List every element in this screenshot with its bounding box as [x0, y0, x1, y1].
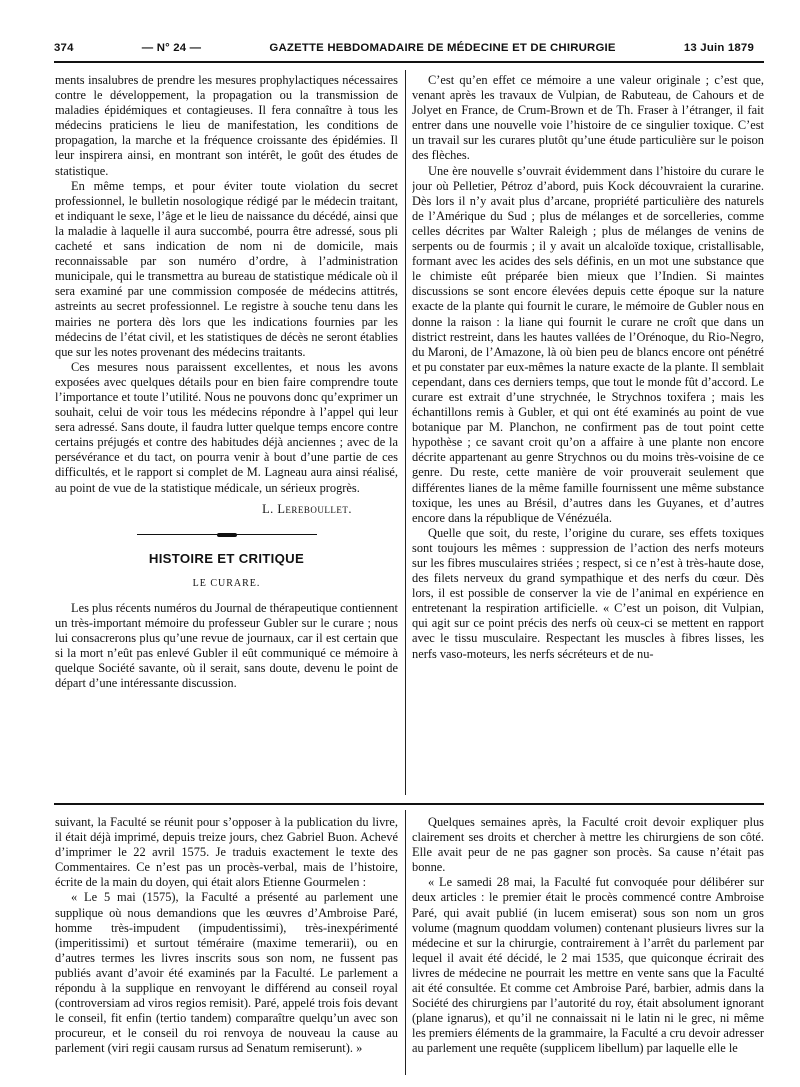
- paragraph: ments insalubres de prendre les mesures prophylactiques nécessaires contre le développement, la propagation ou la transmission de maladies épidémiques et contagieuses. Il fera connaître à tous les médecins praticiens le lieu de manifestation, les conditions de propagation, la marche et la fréquence croissante des épidémies. Il leur inspirera ainsi, en montrant son intérêt, le goût des études de statistique.: [55, 73, 398, 178]
- column-top-left: [55, 73, 398, 795]
- journal-title: GAZETTE HEBDOMADAIRE DE MÉDECINE ET DE CHIRURGIE: [269, 42, 616, 54]
- paragraph: Quelques semaines après, la Faculté croit devoir expliquer plus clairement ses droits et chercher à mettre les chirurgiens de son côté. Elle avait peur de ne pas gagner son procès. Sa cause n’était pas bonne.: [412, 815, 764, 875]
- horizontal-rule: [54, 803, 764, 805]
- column-top-right: [412, 73, 764, 795]
- paragraph: « Le samedi 28 mai, la Faculté fut convoquée pour délibérer sur deux articles : le premier était le procès commencé contre Ambroise Paré, qui avait publié (in lucem emiserat) sous son nom un gros volume (magnum quoddam volumen) contenant plusieurs livres sur la médecine et sur la chirurgie, contrairement à l’arrêt du parlement par lequel il avait été décidé, le 2 mai 1535, que quiconque écrirait des livres de médecine ne pourrait les mettre en vente sans que la Faculté ait été consultée. Et comme cet Ambroise Paré, barbier, admis dans la Société des chirurgiens par l’autorité du roy, était absolument ignorant (plane ignarus), et qu’il ne connaissait ni le latin ni le grec, ni même les premiers éléments de la grammaire, la Faculté a cru devoir adresser au parlement une requête (supplicem libellum) par laquelle elle le: [412, 875, 764, 1056]
- paragraph: C’est qu’en effet ce mémoire a une valeur originale ; c’est que, venant après les travaux de Vulpian, de Rabuteau, de Cahours et de Jolyet en France, de Crum-Brown et de Th. Fraser à l’étranger, il fait entrer dans une nouvelle voie l’histoire de ce singulier toxique. C’est un travail sur les curares plutôt qu’une étude particulière sur le poison des flèches.: [412, 73, 764, 163]
- column-divider-top: [405, 70, 406, 795]
- paragraph: Quelle que soit, du reste, l’origine du curare, ses effets toxiques sont toujours les mêmes : suppression de l’action des nerfs moteurs sur les fibres musculaires striées ; respect, si ce n’est à très-haute dose, des filets nerveux du grand sympathique et des nerfs du cœur. Dès lors, il est possible de conserver la vie de l’animal en expérience en entretenant la respiration artificielle. « C’est un poison, dit Vulpian, qui agit sur ce point précis des nerfs où ceux-ci se mettent en rapport avec le tissu musculaire. Respectant les muscles à fibres lisses, les nerfs vaso-moteurs, les nerfs sécréteurs et de nu-: [412, 525, 764, 661]
- column-bottom-right: [412, 815, 764, 1073]
- section-title: HISTOIRE ET CRITIQUE: [148, 550, 305, 566]
- running-head: [54, 42, 754, 54]
- header-rule: [54, 61, 764, 63]
- paragraph: suivant, la Faculté se réunit pour s’opposer à la publication du livre, il était déjà imprimé, depuis treize jours, chez Gabriel Buon. Achevé d’imprimer le 22 avril 1575. Je traduis exactement le texte des Commentaires. Ce n’est pas un procès-verbal, mais de l’histoire, écrite de la main du doyen, qui était alors Etienne Gourmelen :: [55, 815, 398, 890]
- author-signature: L. Lereboullet.: [262, 501, 352, 516]
- section-subtitle: LE CURARE.: [192, 577, 261, 589]
- issue-date: 13 Juin 1879: [683, 42, 754, 54]
- section-divider-ornament: [137, 533, 317, 537]
- paragraph: Ces mesures nous paraissent excellentes, et nous les avons exposées avec quelques détails pour en bien faire comprendre toute l’importance et toute l’utilité. Nous ne pouvons donc qu’exprimer un souhait, celui de voir tous les médecins répondre à l’appel qui leur sera adressé. Sans doute, il faudra lutter quelque temps encore contre certains préjugés et contre des habitudes déjà anciennes ; avec de la persévérance et du tact, on pourra venir à bout d’une partie de ces difficultés, et le rapport si complet de M. Lagneau aura ainsi réalisé, au point de vue de la statistique médicale, un sérieux progrès.: [55, 359, 398, 495]
- page-number: 374: [54, 42, 74, 54]
- column-divider-bottom: [405, 810, 406, 1075]
- issue-number: — N° 24 —: [141, 42, 202, 54]
- paragraph: « Le 5 mai (1575), la Faculté a présenté au parlement une supplique où nous demandions que les œuvres d’Ambroise Paré, homme très-impudent (impudentissimi), très-inexpérimenté (imperitissimi) et surtout téméraire (maxime temerarii), ou en d’autres termes les livres inscrits sous son nom, ne fussent pas publiés avant d’avoir été examinés par la Faculté. Le parlement a répondu à la supplique en renvoyant le différend au conseil royal (controversiam ad viros regios remisit). Paré, appelé trois fois devant le conseil, fit enfin (tertio tandem) comparaître quelqu’un avec son procureur, et le conseil du roi renvoya de nouveau la cause au parlement (viri regii causam rursus ad Senatum remiserunt). »: [55, 890, 398, 1056]
- column-bottom-left: [55, 815, 398, 1073]
- paragraph: En même temps, et pour éviter toute violation du secret professionnel, le bulletin nosologique rédigé par le médecin traitant, et indiquant le sexe, l’âge et le lieu de naissance du décédé, ainsi que la maladie à laquelle il aura succombé, pourra être adressé, sous pli cacheté et sans indication de nom ni de domicile, mais reconnaissable par son numéro d’ordre, à l’administration municipale, qui le transmettra au bureau de statistique médicale où il sera examiné par une commission composée de médecins attitrés, astreints au secret professionnel. Le registre à souche tenu dans les mairies ne portera dès lors que les indications fournies par les médecins de l’état civil, et les statistiques de décès ne seront établies que sur les notes provenant des médecins traitants.: [55, 178, 398, 359]
- paragraph: Les plus récents numéros du Journal de thérapeutique contiennent un très-important mémoire du professeur Gubler sur le curare ; nous lui consacrerons plus qu’une revue de journaux, car il est certain que si la mort n’eût pas enlevé Gubler il eût communiqué ce mémoire à quelque Société savante, où il serait, sans doute, devenu le point de départ d’une intéressante discussion.: [55, 600, 398, 691]
- paragraph: Une ère nouvelle s’ouvrait évidemment dans l’histoire du curare le jour où Pelletier, Pétroz d’abord, puis Kock découvraient la curarine. Dès lors il n’y avait plus d’arcane, propriété particulière des naturels de l’Amérique du Sud ; plus de mélanges et de sorcelleries, comme celles décrites par Walter Raleigh ; plus de mélanges de venins de serpents ou de fourmis ; il y avait un alcaloïde toxique, cristallisable, formant avec les acides des sels définis, en un mot une substance que le chimiste eût préparée bien mieux que l’Indien. Si maintes discussions se sont encore élevées depuis cette époque sur la nature exacte de la plante qui fournit le curare, le mémoire de Gubler nous en donne la raison : la liane qui fournit le curare ne croît que dans un district restreint, dans les hautes vallées de l’Orénoque, du Rio-Negro, du Maroni, de l’Amazone, là où bien peu de blancs encore ont pénétré et pu constater par eux-mêmes la nature exacte de la plante. Il semblait cependant, dans ces derniers temps, que tout le monde fût d’accord. Le curare est extrait d’une strychnée, le Strychnos toxifera ; mais les échantillons remis à Gubler, et qui ont été examinés au point de vue botanique par M. Planchon, ne confirment pas de tout point cette hypothèse ; ce savant croit qu’on a affaire à une plante non encore décrite appartenant au genre Strychnos ou du moins très-voisine de ce genre. Du reste, cette manière de voir prouverait seulement que différentes lianes de la même famille fournissent une même substance toxique, les unes au Brésil, d’autres dans les Guyanes, et d’autres encore dans la république de Vénézuéla.: [412, 163, 764, 525]
